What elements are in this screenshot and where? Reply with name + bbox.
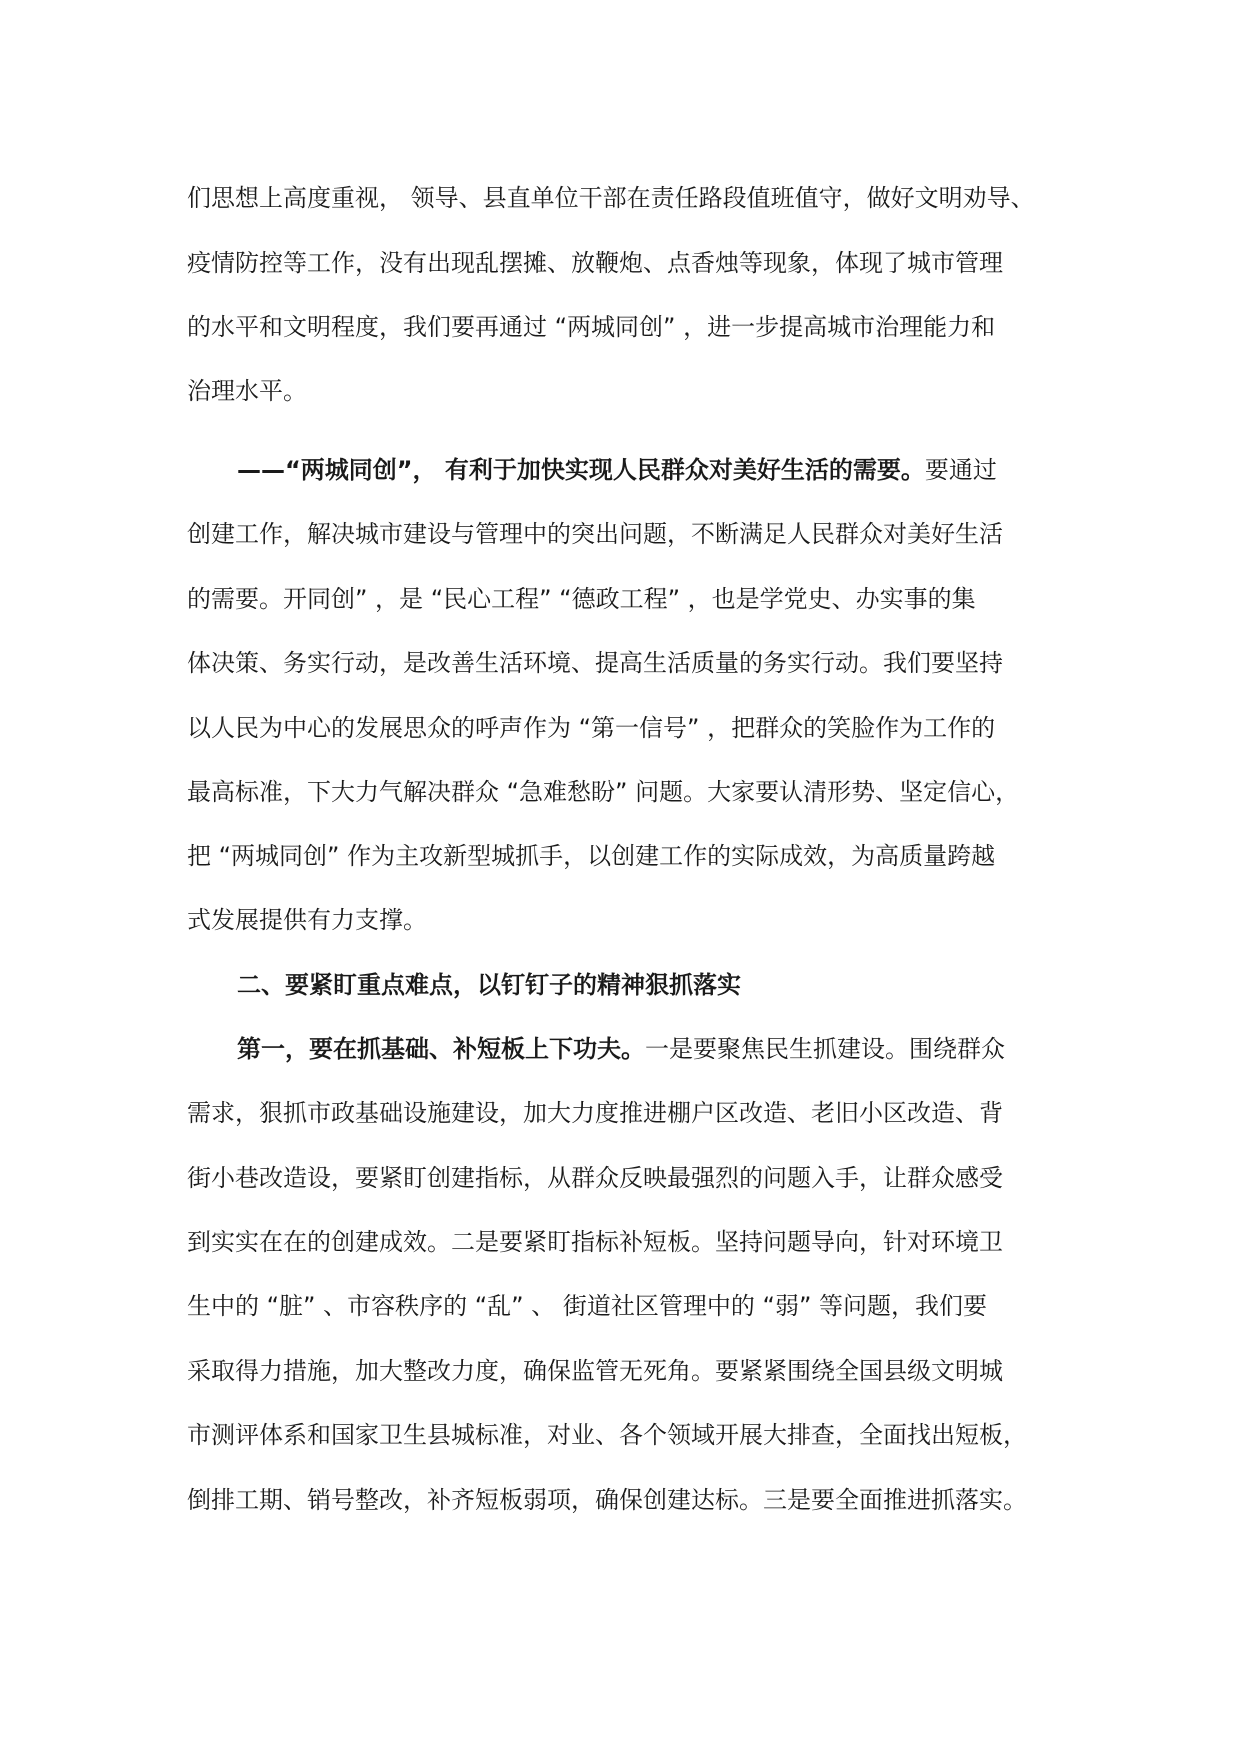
paragraph-heading-line — [237, 454, 997, 486]
line-text: 生中的 “脏” 、市容秩序的 “乱” 、 街道社区管理中的 “弱” 等问题，我们要 — [187, 1292, 988, 1320]
text-line — [187, 583, 976, 615]
text-line — [187, 1290, 987, 1322]
line-text: 式发展提供有力支撑。 — [187, 906, 427, 934]
line-text: 治理水平。 — [187, 377, 307, 405]
text-line — [187, 1226, 1003, 1258]
text-line — [187, 647, 1003, 679]
line-text: 市测评体系和国家卫生县城标准，对业、各个领域开展大排查，全面找出短板， — [187, 1421, 1027, 1449]
line-text: 创建工作，解决城市建设与管理中的突出问题，不断满足人民群众对美好生活 — [187, 520, 1003, 548]
line-text: 倒排工期、销号整改，补齐短板弱项，确保创建达标。三是要全面推进抓落实。 — [187, 1486, 1027, 1514]
line-text: 街小巷改造设，要紧盯创建指标，从群众反映最强烈的问题入手，让群众感受 — [187, 1164, 1003, 1192]
line-text: 把 “两城同创” 作为主攻新型城抓手，以创建工作的实际成效，为高质量跨越 — [187, 842, 996, 870]
line-text: 的需要。开同创” ，是 “民心工程” “德政工程” ，也是学党史、办实事的集 — [187, 585, 976, 613]
line-text: 体决策、务实行动，是改善生活环境、提高生活质量的务实行动。我们要坚持 — [187, 649, 1003, 677]
text-line — [187, 1097, 1003, 1129]
line-text: 疫情防控等工作，没有出现乱摆摊、放鞭炮、点香烛等现象，体现了城市管理 — [187, 249, 1003, 277]
text-line — [187, 1484, 1027, 1516]
text-line — [187, 247, 1003, 279]
paragraph-heading-line — [237, 1033, 1005, 1065]
text-line — [187, 840, 995, 872]
text-line — [187, 311, 995, 343]
line-text: 要通过 — [924, 456, 997, 484]
text-line — [187, 518, 1003, 550]
line-text: 们思想上高度重视， 领导、县直单位干部在责任路段值班值守，做好文明劝导、 — [187, 184, 1035, 212]
text-line — [187, 375, 307, 407]
line-text: 采取得力措施，加大整改力度，确保监管无死角。要紧紧围绕全国县级文明城 — [187, 1357, 1003, 1385]
section-heading — [237, 969, 741, 1001]
text-line — [187, 776, 1019, 808]
bold-lead: ——“两城同创”， 有利于加快实现人民群众对美好生活的需要。 — [237, 456, 925, 484]
line-text: 的水平和文明程度，我们要再通过 “两城同创” ，进一步提高城市治理能力和 — [187, 313, 996, 341]
text-line — [187, 1162, 1003, 1194]
section-heading-text: 二、要紧盯重点难点，以钉钉子的精神狠抓落实 — [237, 971, 741, 999]
bold-lead: 第一，要在抓基础、补短板上下功夫。 — [237, 1035, 645, 1063]
text-line — [187, 712, 995, 744]
line-text: 最高标准，下大力气解决群众 “急难愁盼” 问题。大家要认清形势、坚定信心， — [187, 778, 1020, 806]
line-text: 需求，狠抓市政基础设施建设，加大力度推进棚户区改造、老旧小区改造、背 — [187, 1099, 1003, 1127]
text-line — [187, 904, 427, 936]
text-line — [187, 182, 1035, 214]
line-text: 一是要聚焦民生抓建设。围绕群众 — [645, 1035, 1005, 1063]
line-text: 以人民为中心的发展思众的呼声作为 “第一信号” ，把群众的笑脸作为工作的 — [187, 714, 996, 742]
text-line — [187, 1355, 1003, 1387]
line-text: 到实实在在的创建成效。二是要紧盯指标补短板。坚持问题导向，针对环境卫 — [187, 1228, 1003, 1256]
text-line — [187, 1419, 1027, 1451]
